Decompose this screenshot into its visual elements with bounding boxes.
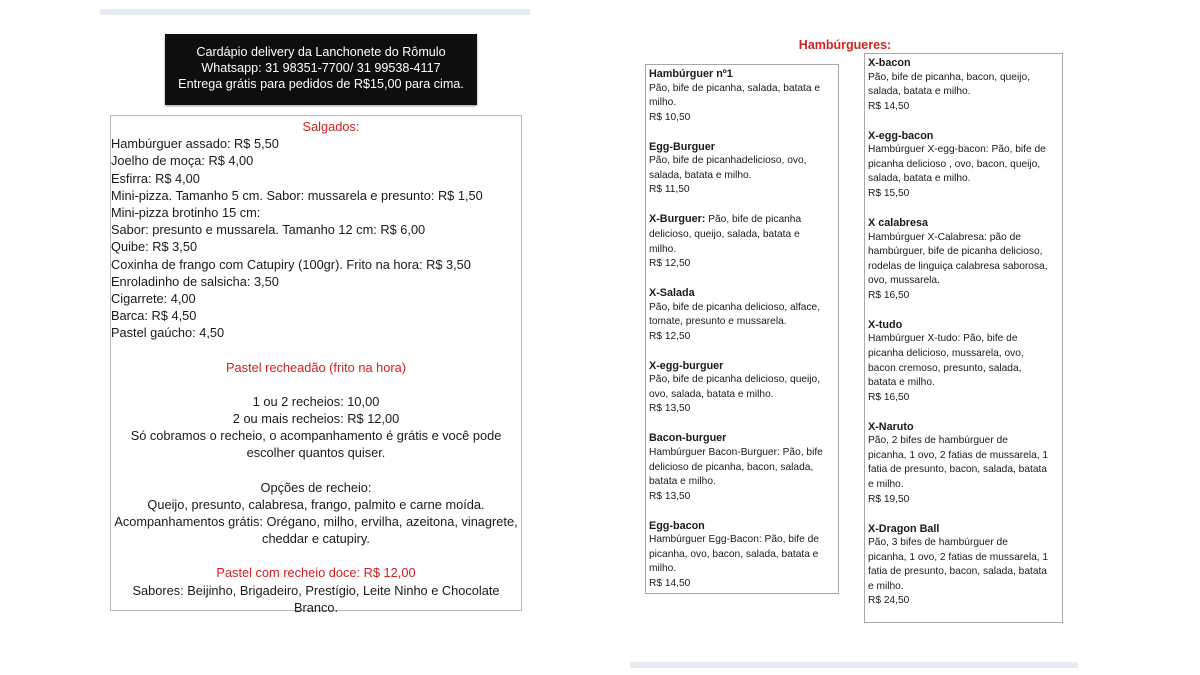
burger-description: picanha delicioso , ovo, bacon, queijo, xyxy=(868,158,1041,170)
burger-description: Pão, 2 bifes de hambúrguer de xyxy=(868,435,1008,447)
delivery-note: Entrega grátis para pedidos de R$15,00 para cima. xyxy=(178,77,464,91)
burger-description: e milho. xyxy=(868,479,904,491)
burger-description: picanha delicioso, mussarela, ovo, xyxy=(868,347,1024,359)
burger-price: R$ 14,50 xyxy=(868,100,910,112)
salgado-item: Sabor: presunto e mussarela. Tamanho 12 cm: R$ 6,00 xyxy=(111,222,426,238)
burger-price: R$ 19,50 xyxy=(868,493,910,505)
burger-price: R$ 13,50 xyxy=(649,403,691,415)
burger-description: Pão, bife de picanha xyxy=(705,214,802,226)
pastel-doce-flavors-2: Branco. xyxy=(293,599,339,615)
salgado-item: Hambúrguer assado: R$ 5,50 xyxy=(111,136,279,152)
burger-description: salada, batata e milho. xyxy=(868,86,971,98)
pastel-title: Pastel recheadão (frito na hora) xyxy=(226,359,406,375)
burger-name: Bacon-burguer xyxy=(649,432,727,445)
whatsapp-contact: Whatsapp: 31 98351-7700/ 31 99538-4117 xyxy=(201,61,441,75)
burger-description: delicioso de picanha, bacon, salada, xyxy=(649,461,814,473)
burger-description: picanha, ovo, bacon, salada, batata e xyxy=(649,548,819,560)
burger-description: fatia de presunto, bacon, salada, batata xyxy=(868,464,1047,476)
burger-name: Egg-bacon xyxy=(649,519,705,532)
options-list: Queijo, presunto, calabresa, frango, palmito e carne moída. xyxy=(147,496,485,512)
burger-name: X-egg-burguer xyxy=(649,359,724,372)
burger-name: X-Dragon Ball xyxy=(868,522,940,535)
pastel-note-2: escolher quantos quiser. xyxy=(246,445,386,461)
burger-item xyxy=(649,519,834,592)
salgado-item: Enroladinho de salsicha: 3,50 xyxy=(111,273,279,289)
burger-item xyxy=(868,420,1058,508)
burger-name: X-Burguer: xyxy=(649,213,706,226)
burger-price: R$ 16,50 xyxy=(868,289,910,301)
pastel-price-2: 2 ou mais recheios: R$ 12,00 xyxy=(232,411,400,427)
hamburgueres-column-left xyxy=(645,64,839,594)
burger-description: e milho. xyxy=(868,580,904,592)
restaurant-name: Cardápio delivery da Lanchonete do Rômulo xyxy=(196,45,446,59)
burger-item xyxy=(649,212,834,271)
burger-price: R$ 11,50 xyxy=(649,184,690,196)
salgados-menu xyxy=(110,115,522,615)
burger-description: milho. xyxy=(649,243,677,255)
burger-description: hambúrguer, bife de picanha delicioso, xyxy=(868,246,1043,258)
burger-description: fatia de presunto, bacon, salada, batata xyxy=(868,566,1047,578)
burger-price: R$ 16,50 xyxy=(868,391,910,403)
burger-price: R$ 12,50 xyxy=(649,258,691,270)
burger-name: X-bacon xyxy=(868,57,911,69)
burger-description: batata e milho. xyxy=(868,377,935,389)
burger-name: X-egg-bacon xyxy=(868,129,934,142)
burger-price: R$ 10,50 xyxy=(649,111,691,123)
burger-price: R$ 15,50 xyxy=(868,188,910,200)
burger-description: picanha, 1 ovo, 2 fatias de mussarela, 1 xyxy=(868,551,1049,563)
burger-description: rodelas de linguiça calabresa saborosa, xyxy=(868,260,1048,272)
burger-item xyxy=(649,359,834,417)
salgado-item: Quibe: R$ 3,50 xyxy=(111,239,198,255)
burger-description: ovo, mussarela. xyxy=(868,275,940,287)
salgados-list xyxy=(111,135,521,341)
burger-item xyxy=(649,67,834,125)
salgado-item: Cigarrete: 4,00 xyxy=(111,291,196,307)
burger-description: Pão, bife de picanha delicioso, alface, xyxy=(649,301,821,313)
burger-price: R$ 12,50 xyxy=(649,330,691,342)
acomp-line-1: Acompanhamentos grátis: Orégano, milho, ervilha, azeitona, vinagrete, xyxy=(114,514,518,530)
burger-price: R$ 13,50 xyxy=(649,490,691,502)
burger-description: picanha, 1 ovo, 2 fatias de mussarela, 1 xyxy=(868,449,1049,461)
burger-description: Pão, bife de picanhadelicioso, ovo, xyxy=(649,155,807,167)
burger-item xyxy=(649,286,834,344)
burger-description: Hambúrguer X-Calabresa: pão de xyxy=(868,231,1021,243)
burger-item xyxy=(649,140,834,198)
burger-name: Hambúrguer nº1 xyxy=(649,68,733,80)
salgados-title: Salgados: xyxy=(302,119,360,134)
burger-price: R$ 24,50 xyxy=(868,595,910,607)
burger-description: Hambúrguer X-egg-bacon: Pão, bife de xyxy=(868,144,1046,156)
salgado-item: Esfirra: R$ 4,00 xyxy=(111,170,200,186)
burger-description: Pão, bife de picanha, bacon, queijo, xyxy=(868,71,1030,83)
salgado-item: Mini-pizza brotinho 15 cm: xyxy=(111,205,261,221)
burger-description: delicioso, queijo, salada, batata e xyxy=(649,228,800,240)
burger-name: X-Naruto xyxy=(868,420,914,433)
burger-item xyxy=(649,431,834,504)
burger-description: bacon cremoso, presunto, salada, xyxy=(868,362,1022,374)
burger-description: Hambúrguer Bacon-Burguer: Pão, bife xyxy=(649,446,823,458)
burger-description: salada, batata e milho. xyxy=(649,169,752,181)
burger-name: X-Salada xyxy=(649,287,695,300)
burger-price: R$ 14,50 xyxy=(649,578,691,589)
hamburgueres-title: Hambúrgueres: xyxy=(798,38,892,52)
acomp-line-2: cheddar e catupiry. xyxy=(262,531,370,547)
burger-item xyxy=(868,318,1058,406)
burger-description: milho. xyxy=(649,97,677,109)
burger-description: Pão, bife de picanha delicioso, queijo, xyxy=(649,374,821,386)
burger-description: ovo, salada, batata e milho. xyxy=(649,388,774,400)
pastel-price-1: 1 ou 2 recheios: 10,00 xyxy=(252,393,380,409)
menu-header xyxy=(165,34,477,105)
burger-description: batata e milho. xyxy=(649,476,716,488)
burger-item xyxy=(868,216,1058,304)
burger-description: Hambúrguer Egg-Bacon: Pão, bife de xyxy=(649,534,819,546)
page-edge-bottom xyxy=(630,662,1078,668)
burger-description: salada, batata e milho. xyxy=(868,173,971,185)
pastel-note-1: Só cobramos o recheio, o acompanhamento é grátis e você pode xyxy=(130,428,502,444)
burger-description: tomate, presunto e mussarela. xyxy=(649,316,787,328)
burger-name: X calabresa xyxy=(868,216,929,229)
burger-item xyxy=(868,522,1058,610)
salgado-item: Pastel gaúcho: 4,50 xyxy=(111,325,225,341)
burger-item xyxy=(868,129,1058,202)
salgado-item: Barca: R$ 4,50 xyxy=(111,308,197,324)
options-title: Opções de recheio: xyxy=(260,479,372,495)
burger-description: Pão, 3 bifes de hambúrguer de xyxy=(868,537,1008,549)
burger-description: Pão, bife de picanha, salada, batata e xyxy=(649,82,821,94)
salgado-item: Joelho de moça: R$ 4,00 xyxy=(111,153,254,169)
burger-description: Hambúrguer X-tudo: Pão, bife de xyxy=(868,333,1018,345)
burger-item xyxy=(868,56,1058,114)
burger-name: Egg-Burguer xyxy=(649,140,715,153)
pastel-doce-flavors-1: Sabores: Beijinho, Brigadeiro, Prestígio, Leite Ninho e Chocolate xyxy=(132,582,500,598)
page-edge-top xyxy=(100,9,530,15)
salgado-item: Mini-pizza. Tamanho 5 cm. Sabor: mussarela e presunto: R$ 1,50 xyxy=(111,187,483,203)
hamburgueres-column-right xyxy=(864,53,1063,623)
pastel-doce-title: Pastel com recheio doce: R$ 12,00 xyxy=(216,565,416,581)
burger-name: X-tudo xyxy=(868,318,903,331)
burger-description: milho. xyxy=(649,563,677,575)
salgado-item: Coxinha de frango com Catupiry (100gr). Frito na hora: R$ 3,50 xyxy=(111,256,471,272)
